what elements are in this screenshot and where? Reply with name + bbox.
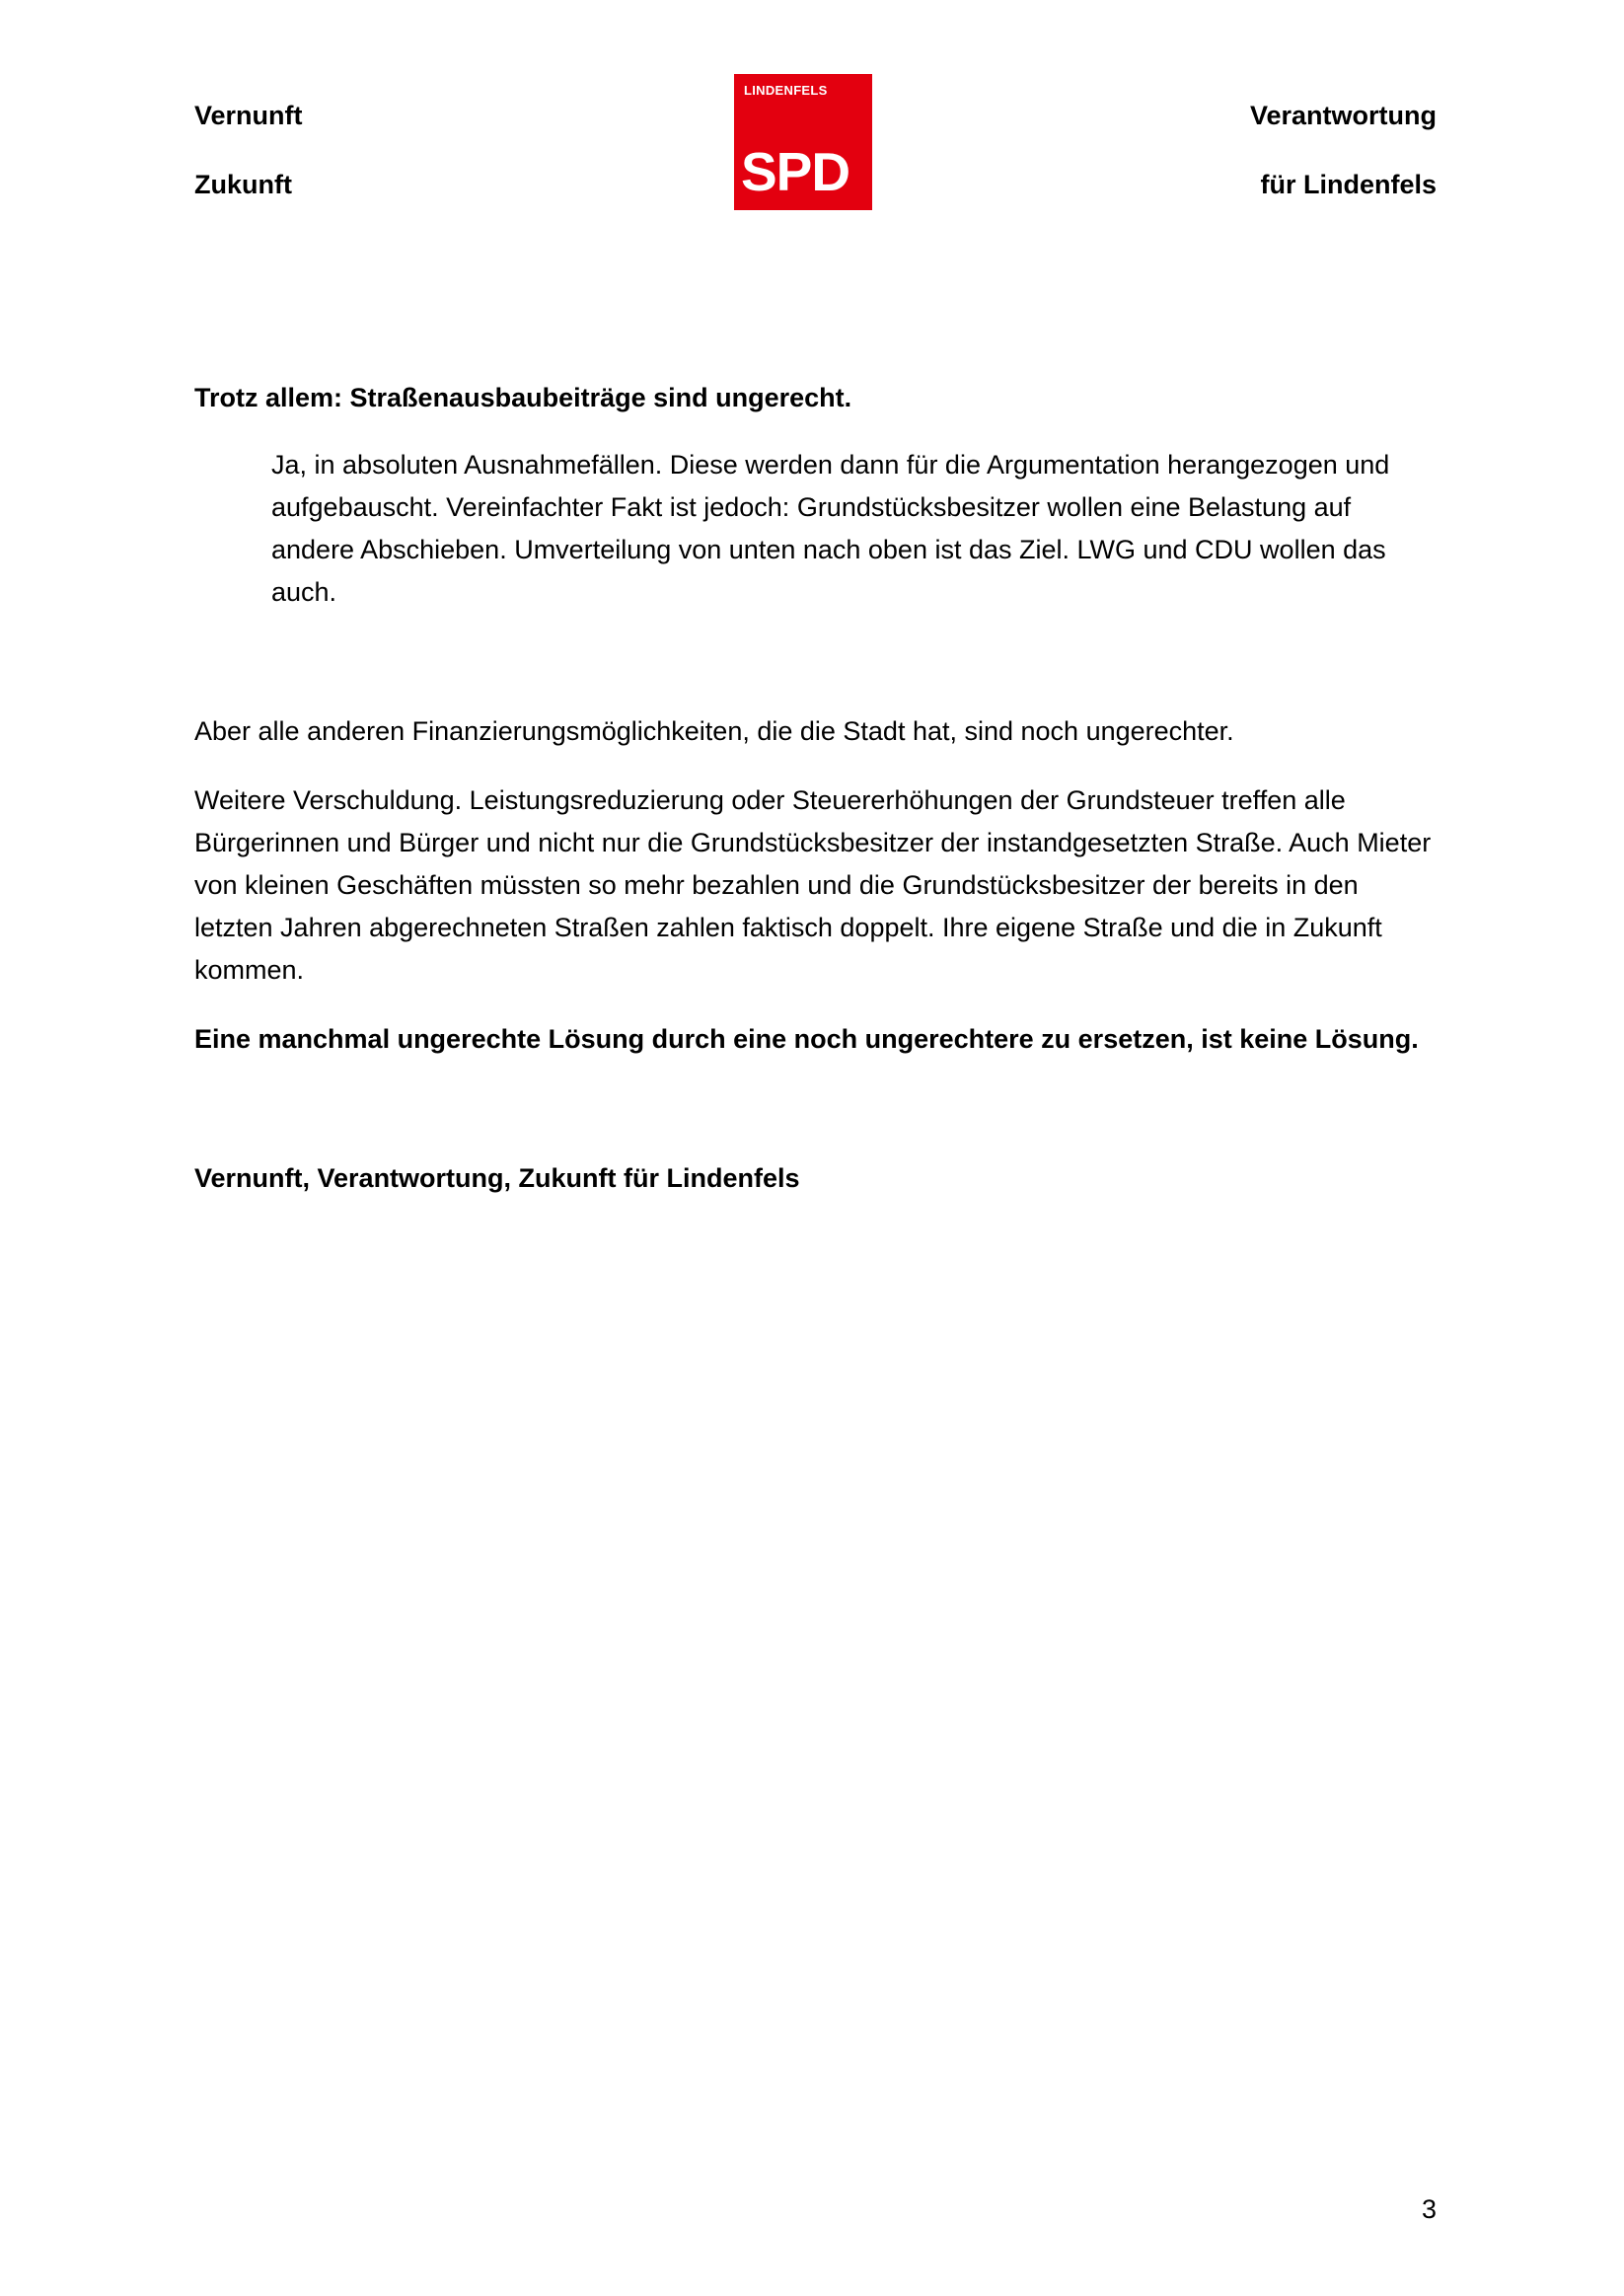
conclusion-statement: Eine manchmal ungerechte Lösung durch eine noch ungerechtere zu ersetzen, ist keine Lösung. xyxy=(194,1024,1419,1054)
paragraph-financing: Aber alle anderen Finanzierungsmöglichkeiten, die die Stadt hat, sind noch ungerechter. xyxy=(194,716,1234,746)
paragraph-alternatives: Weitere Verschuldung. Leistungsreduzierung oder Steuererhöhungen der Grundsteuer treffen alle Bürgerinnen und Bürger und nicht nur die Grundstücksbesitzer der instandgesetzten Straße. Auch Mieter von kleinen Geschäften müssten so mehr bezahlen und die Grundstücksbesitzer der bereits in den letzten Jahren abgerechneten Straßen zahlen faktisch doppelt. Ihre eigene Straße und die in Zukunft kommen. xyxy=(194,785,1432,985)
section-heading: Trotz allem: Straßenausbaubeiträge sind ungerecht. xyxy=(194,383,852,412)
page-number: 3 xyxy=(1421,2194,1437,2224)
header-right-line-2: für Lindenfels xyxy=(1260,170,1437,199)
spd-logo xyxy=(734,74,872,210)
header-right-line-1: Verantwortung xyxy=(1249,101,1437,130)
indented-paragraph: Ja, in absoluten Ausnahmefällen. Diese werden dann für die Argumentation herangezogen und aufgebauscht. Vereinfachter Fakt ist jedoch: Grundstücksbesitzer wollen eine Belastung auf andere Abschieben. Umverteilung von unten nach oben ist das Ziel. LWG und CDU wollen das auch. xyxy=(271,450,1390,607)
header-left-line-2: Zukunft xyxy=(194,170,292,199)
logo-party-name: SPD xyxy=(741,141,850,202)
closing-slogan: Vernunft, Verantwortung, Zukunft für Lindenfels xyxy=(194,1163,800,1193)
logo-city-label: LINDENFELS xyxy=(744,83,828,98)
document-body xyxy=(194,377,1438,1200)
header-left-line-1: Vernunft xyxy=(194,101,303,130)
